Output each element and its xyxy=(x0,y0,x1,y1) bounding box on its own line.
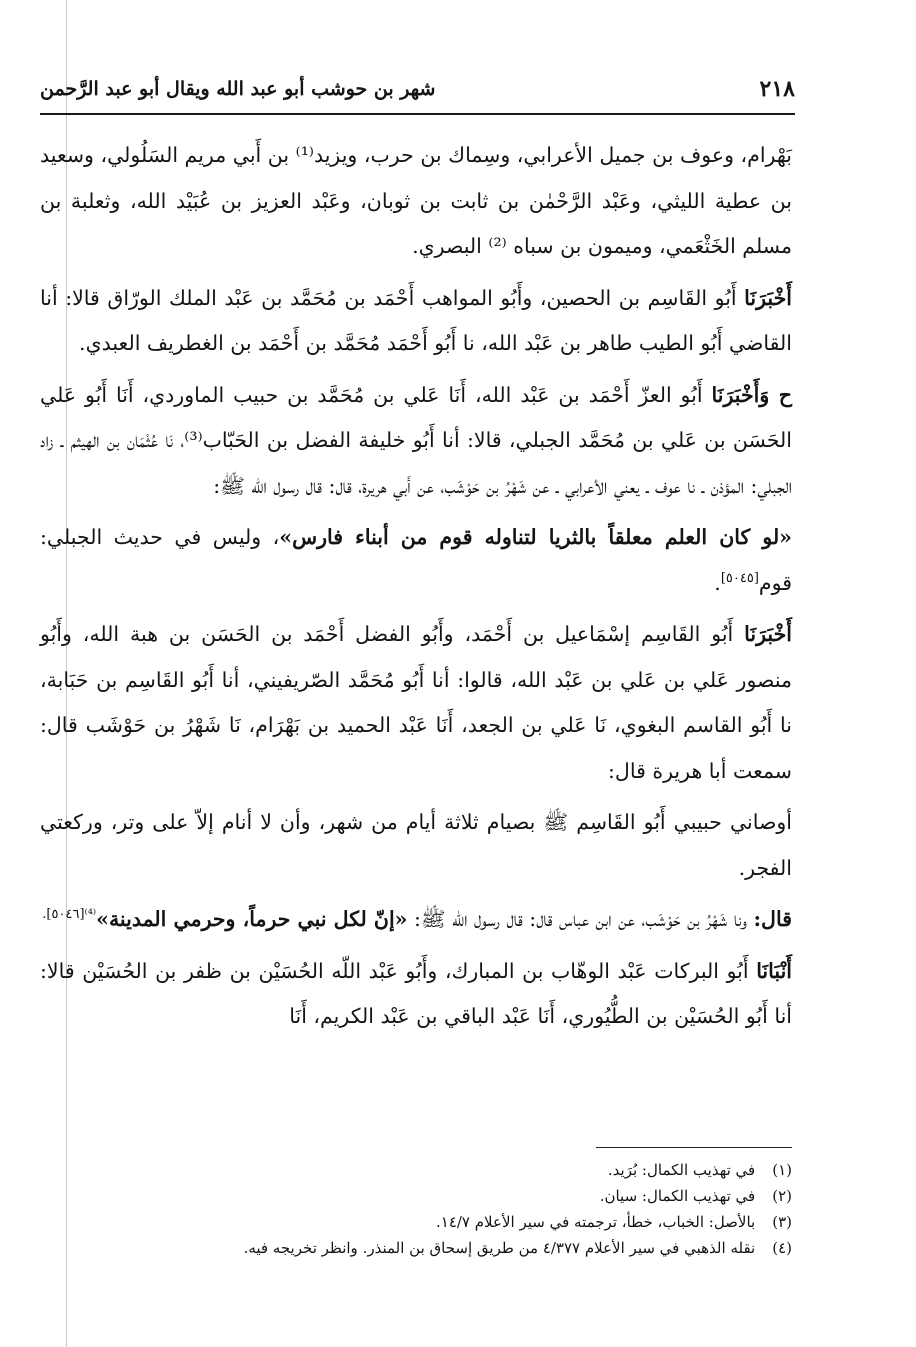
p2-text: أَبُو القَاسِم بن الحصين، وأَبُو المواهب أَحْمَد بن مُحَمَّد بن عَبْد الملك الورّاق قالا: أنا القاضي أَبُو الطيب طاهر بن عَبْد الله، نا أَبُو أَحْمَد مُحَمَّد بن أَحْمَد بن الغطريف العبدي. xyxy=(40,285,792,355)
footnote-number: (٢) xyxy=(772,1187,792,1205)
paragraph-8 xyxy=(40,949,792,1040)
footnote-text: في تهذيب الكمال: سيان. xyxy=(599,1187,756,1205)
page-number: ٢١٨ xyxy=(759,76,795,102)
paragraph-2 xyxy=(40,276,792,367)
main-text xyxy=(40,133,792,1046)
p2-keyword: أَخْبَرَنَا xyxy=(744,285,792,310)
footnote-text: في تهذيب الكمال: بُرَيد. xyxy=(607,1161,756,1179)
running-title: شهر بن حوشب أبو عبد الله ويقال أبو عبد الرَّحمن xyxy=(40,78,436,100)
p4-text: ، وليس في حديث الجبلي: قوم xyxy=(40,525,792,595)
paragraph-1 xyxy=(40,133,792,270)
p4-hadith: «لو كان العلم معلقاً بالثريا لتناوله قوم من أبناء فارس» xyxy=(279,525,792,549)
p1-text: بَهْرام، وعوف بن جميل الأعرابي، وسِماك بن حرب، ويزيد⁽¹⁾ بن أَبي مريم السَلُولي، وسعيد بن عطية الليثي، وعَبْد الرَّحْمٰن بن ثابت بن ثوبان، وعَبْد العزيز بن عُبَيْد الله، وثعلبة بن مسلم الخَثْعَمي، وميمون بن سباه ⁽²⁾ البصري. xyxy=(40,143,792,258)
footnote-3 xyxy=(40,1209,792,1235)
p7-reference: ⁽⁴⁾[٥٠٤٦]. xyxy=(42,907,97,923)
header-rule xyxy=(40,113,795,115)
p5-text: أَبُو القَاسِم إسْمَاعيل بن أَحْمَد، وأَبُو الفضل أَحْمَد بن الحَسَن بن هبة الله، وأَبُو منصور عَلي بن عَلي بن عَبْد الله، قالوا: أنا أَبُو مُحَمَّد الصّريفيني، أنا أَبُو القَاسِم بن حَبَابة، نا أَبُو القاسم البغوي، نَا عَلي بن الجعد، أَنَا عَبْد الحميد بن بَهْرَام، نَا شَهْرُ بن حَوْشَب قال: سمعت أبا هريرة قال: xyxy=(40,622,792,783)
paragraph-7 xyxy=(40,897,792,943)
p5-keyword: أَخْبَرَنَا xyxy=(744,622,792,646)
footnotes xyxy=(40,1157,792,1261)
page-header xyxy=(40,72,795,106)
p4-reference: [٥٠٤٥] xyxy=(720,570,759,586)
footnote-number: (٣) xyxy=(772,1213,792,1231)
footnote-2 xyxy=(40,1183,792,1209)
footnote-number: (١) xyxy=(772,1161,792,1179)
paragraph-4: «لو كان العلم معلقاً بالثريا لتناوله قوم من أبناء فارس»، وليس في حديث الجبلي: قوم[٥٠٤٥]. xyxy=(40,525,792,595)
p7-hadith: «إنّ لكل نبي حرماً، وحرمي المدينة» xyxy=(96,907,408,931)
paragraph-6 xyxy=(40,800,792,891)
p6-text: أوصاني حبيبي أَبُو القَاسِم ﷺ بصيام ثلاثة أيام من شهر، وأن لا أنام إلاّ على وتر، وركعتي الفجر. xyxy=(40,810,792,880)
footnote-1 xyxy=(40,1157,792,1183)
p3-text: أَبُو العزّ أَحْمَد بن عَبْد الله، أَنَا عَلي بن مُحَمَّد بن حبيب الماوردي، أَنَا أَبُو عَلي الحَسَن بن عَلي بن مُحَمَّد الجبلي، قالا: أنا أَبُو خليفة الفضل بن الحَبّاب⁽³⁾، نَا عُثْمَان بن الهيثم ـ زاد الجبلي: المؤذن ـ نا عوف ـ يعني الأعرابي ـ عن شَهْرُ بن حَوْشَب، عن أَبي هريرة، قال: قال رسول الله ﷺ: xyxy=(40,382,792,498)
p8-keyword: أَنْبَانَا xyxy=(756,958,792,983)
paragraph-3 xyxy=(40,373,792,510)
p3-keyword: ح وَأَخْبَرَنَا xyxy=(711,382,792,407)
p7-text: ونا شَهْرُ بن حَوْشَب، عن ابن عباس قال: قال رسول الله ﷺ: xyxy=(407,907,747,931)
footnote-number: (٤) xyxy=(772,1239,792,1257)
footnote-4 xyxy=(40,1235,792,1261)
footnote-text: نقله الذهبي في سير الأعلام ٤/٣٧٧ من طريق إسحاق بن المنذر. وانظر تخريجه فيه. xyxy=(243,1239,756,1257)
footnote-text: بالأصل: الخباب، خطأ، ترجمته في سير الأعلام ١٤/٧. xyxy=(435,1213,756,1231)
p7-keyword: قال: xyxy=(753,907,792,931)
p8-text: أَبُو البركات عَبْد الوهّاب بن المبارك، وأَبُو عَبْد اللّه الحُسَيْن بن ظفر بن الحُسَيْن قالا: أنا أَبُو الحُسَيْن بن الطُّيُوري، أَنَا عَبْد الباقي بن عَبْد الكريم، أَنَا xyxy=(40,958,792,1028)
paragraph-5 xyxy=(40,612,792,794)
footnote-rule xyxy=(596,1147,792,1148)
